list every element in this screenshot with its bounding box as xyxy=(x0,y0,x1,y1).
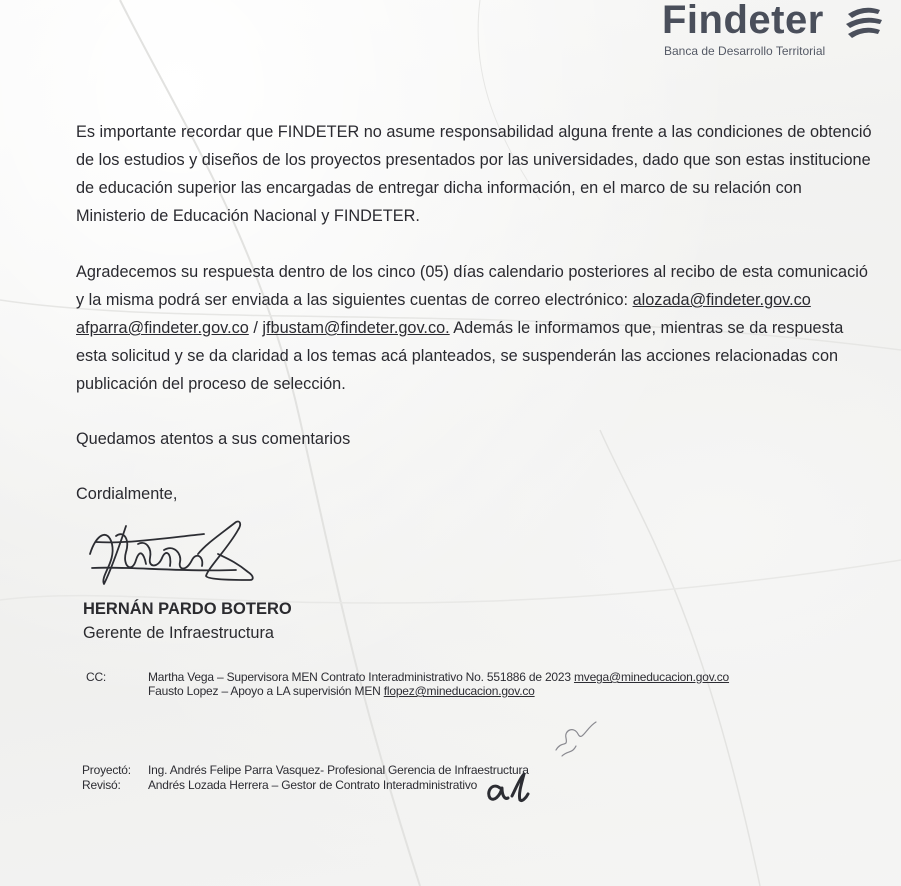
projected-value: Ing. Andrés Felipe Parra Vasquez- Profesional Gerencia de Infraestructura xyxy=(148,763,529,777)
email-separator: / xyxy=(248,319,263,337)
text-line: Agradecemos su respuesta dentro de los cinco (05) días calendario posteriores al recibo de esta comunicació xyxy=(76,263,868,281)
text-line: esta solicitud y se da claridad a los temas acá planteados, se suspenderán las acciones relacionadas con xyxy=(76,347,839,365)
handwritten-signature xyxy=(86,514,266,594)
signer-role: Gerente de Infraestructura xyxy=(83,624,274,642)
text-line: Ministerio de Educación Nacional y FINDETER. xyxy=(76,207,420,225)
email-link-alozada[interactable]: alozada@findeter.gov.co xyxy=(632,291,811,309)
text-line: de los estudios y diseños de los proyectos presentados por las universidades, dado que son estas institucione xyxy=(76,151,871,169)
text-line xyxy=(76,286,868,314)
cc-line-1 xyxy=(148,670,729,684)
text-line xyxy=(76,314,868,342)
email-link-flopez[interactable]: flopez@mineducacion.gov.co xyxy=(383,684,535,698)
reviewed-value: Andrés Lozada Herrera – Gestor de Contrato Interadministrativo xyxy=(148,778,478,792)
salutation: Cordialmente, xyxy=(76,485,178,503)
cc-recipient-text: Martha Vega – Supervisora MEN Contrato Interadministrativo No. 551886 de 2023 xyxy=(148,670,574,684)
closing-line: Quedamos atentos a sus comentarios xyxy=(76,430,351,448)
handwritten-initials xyxy=(482,770,530,806)
cc-label: CC: xyxy=(86,670,107,684)
logo-wordmark: Findeter xyxy=(662,0,824,42)
paragraph-disclaimer xyxy=(76,118,872,230)
text-segment: y la misma podrá ser enviada a las siguientes cuentas de correo electrónico: xyxy=(76,291,633,309)
signer-name: HERNÁN PARDO BOTERO xyxy=(83,600,292,618)
email-link-afparra[interactable]: afparra@findeter.gov.co xyxy=(76,319,249,337)
projected-label: Proyectó: xyxy=(82,763,131,777)
cc-recipient-text: Fausto Lopez – Apoyo a LA supervisión MEN xyxy=(148,684,384,698)
initials-scribble xyxy=(552,720,602,760)
paragraph-response-request xyxy=(76,258,868,398)
text-line: de educación superior las encargadas de entregar dicha información, en el marco de su relación con xyxy=(76,179,802,197)
findeter-swirl-icon xyxy=(844,2,884,42)
email-link-mvega[interactable]: mvega@mineducacion.gov.co xyxy=(573,670,730,684)
cc-line-2 xyxy=(148,684,535,698)
text-line: publicación del proceso de selección. xyxy=(76,375,346,393)
email-link-jfbustam[interactable]: jfbustam@findeter.gov.co. xyxy=(262,319,450,337)
text-line: Es importante recordar que FINDETER no asume responsabilidad alguna frente a las condiciones de obtenció xyxy=(76,123,872,141)
logo-tagline: Banca de Desarrollo Territorial xyxy=(664,44,826,58)
reviewed-label: Revisó: xyxy=(82,778,121,792)
text-segment: Además le informamos que, mientras se da respuesta xyxy=(449,319,844,337)
